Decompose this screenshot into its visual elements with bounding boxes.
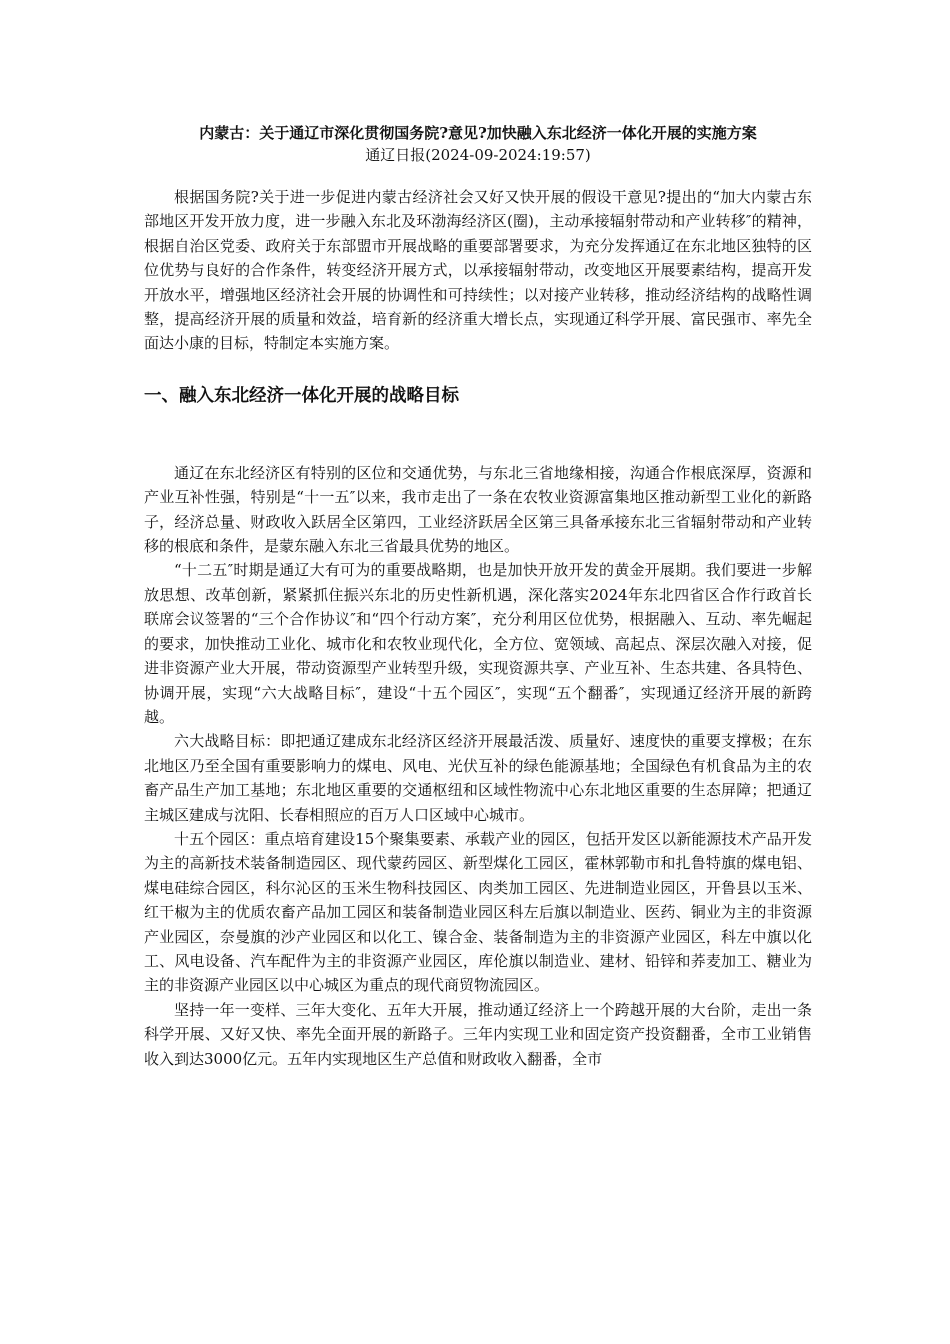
body-paragraph: 六大战略目标：即把通辽建成东北经济区经济开展最活泼、质量好、速度快的重要支撑极；在东北地区乃至全国有重要影响力的煤电、风电、光伏互补的绿色能源基地；全国绿色有机食品为主的农畜产品生产加工基地；东北地区重要的交通枢纽和区域性物流中心东北地区重要的生态屏障；把通辽主城区建成与沈阳、长春相照应的百万人口区域中心城市。 xyxy=(144,732,812,824)
body-paragraph: 通辽在东北经济区有特别的区位和交通优势，与东北三省地缘相接，沟通合作根底深厚，资源和产业互补性强，特别是“十一五″以来，我市走出了一条在农牧业资源富集地区推动新型工业化的新路子，经济总量、财政收入跃居全区第四，工业经济跃居全区第三具备承接东北三省辐射带动和产业转移的根底和条件，是蒙东融入东北三省最具优势的地区。 xyxy=(144,463,812,556)
body-paragraph: “十二五″时期是通辽大有可为的重要战略期，也是加快开放开发的黄金开展期。我们要进一步解放思想、改革创新，紧紧抓住振兴东北的历史性新机遇，深化落实2024年东北四省区合作行政首长联席会议签署的“三个合作协议″和“四个行动方案″，充分利用区位优势，根据融入、互动、率先崛起的要求，加快推动工业化、城市化和农牧业现代化，全方位、宽领域、高起点、深层次融入对接，促进非资源产业大开展，带动资源型产业转型升级，实现资源共享、产业互补、生态共建、各具特色、协调开展，实现“六大战略目标″，建设“十五个园区″，实现“五个翻番″，实现通辽经济开展的新跨越。 xyxy=(144,561,812,726)
section-spacer xyxy=(144,409,812,461)
section-heading: 一、融入东北经济一体化开展的战略目标 xyxy=(144,385,459,406)
body-paragraph: 坚持一年一变样、三年大变化、五年大开展，推动通辽经济上一个跨越开展的大台阶，走出一条科学开展、又好又快、率先全面开展的新路子。三年内实现工业和固定资产投资翻番，全市工业销售收入到达3000亿元。五年内实现地区生产总值和财政收入翻番，全市 xyxy=(144,1000,812,1068)
document-source: 通辽日报(2024-09-2024:19:57) xyxy=(365,146,591,164)
document-page xyxy=(144,122,812,1071)
body-paragraph: 十五个园区：重点培育建设15个聚集要素、承载产业的园区，包括开发区以新能源技术产品开发为主的高新技术装备制造园区、现代蒙药园区、新型煤化工园区，霍林郭勒市和扎鲁特旗的煤电铝、煤电硅综合园区，科尔沁区的玉米生物科技园区、肉类加工园区、先进制造业园区，开鲁县以玉米、红干椒为主的优质农畜产品加工园区和装备制造业园区科左后旗以制造业、医药、铜业为主的非资源产业园区，奈曼旗的沙产业园区和以化工、镍合金、装备制造为主的非资源产业园区，科左中旗以化工、风电设备、汽车配件为主的非资源产业园区，库伦旗以制造业、建材、铅锌和荞麦加工、糖业为主的非资源产业园区以中心城区为重点的现代商贸物流园区。 xyxy=(144,829,812,995)
intro-paragraph: 根据国务院?关于进一步促进内蒙古经济社会又好又快开展的假设干意见?提出的“加大内蒙古东部地区开发开放力度，进一步融入东北及环渤海经济区(圈)，主动承接辐射带动和产业转移″的精神，根据自治区党委、政府关于东部盟市开展战略的重要部署要求，为充分发挥通辽在东北地区独特的区位优势与良好的合作条件，转变经济开展方式，以承接辐射带动，改变地区开展要素结构，提高开发开放水平，增强地区经济社会开展的协调性和可持续性；以对接产业转移，推动经济结构的战略性调整，提高经济开展的质量和效益，培育新的经济重大增长点，实现通辽科学开展、富民强市、率先全面达小康的目标，特制定本实施方案。 xyxy=(144,188,812,353)
document-title: 内蒙古：关于通辽市深化贯彻国务院?意见?加快融入东北经济一体化开展的实施方案 xyxy=(199,124,757,142)
